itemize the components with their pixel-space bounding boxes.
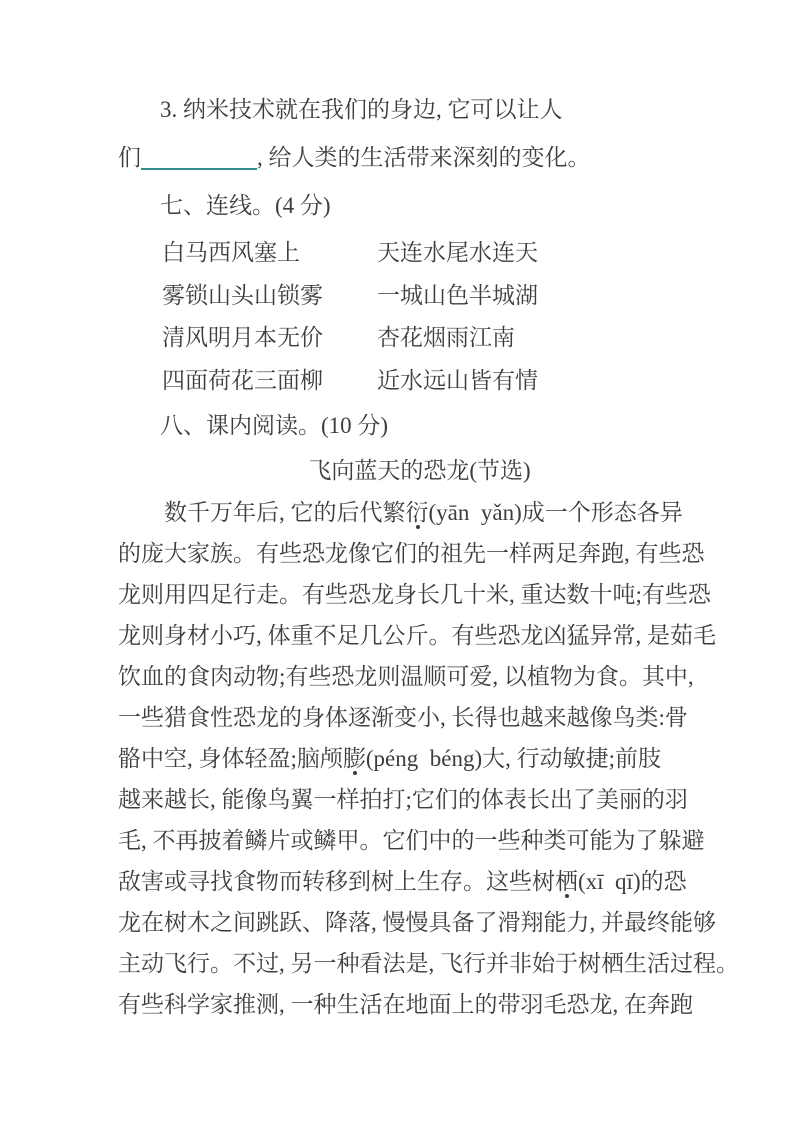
emphasized-char: 膨 [342,746,366,771]
passage-line [118,656,721,697]
section-8-heading: 八、课内阅读。(10 分) [160,413,389,438]
matching-right-phrase: 杏花烟雨江南 [377,325,515,350]
passage-line [118,984,721,1025]
passage-line [118,820,721,861]
passage-line [118,861,721,902]
matching-row [118,232,721,275]
passage-text: 有些科学家推测, 一种生活在地面上的带羽毛恐龙, 在奔跑 [118,992,693,1017]
passage-text: 龙在树木之间跳跃、降落, 慢慢具备了滑翔能力, 并最终能够 [118,910,716,935]
passage-text: 敌害或寻找食物而转移到树上生存。这些树 [118,869,555,894]
matching-row [118,275,721,318]
emphasized-char: 栖 [555,869,578,894]
passage-line [118,615,721,656]
passage-line [118,738,721,779]
passage-text: (yān yǎn)成一个形态各异 [428,500,683,525]
passage-text: 主动飞行。不过, 另一种看法是, 飞行并非始于树栖生活过程。 [118,951,739,976]
question-3 [118,86,721,182]
passage-text: 的庞大家族。有些恐龙像它们的祖先一样两足奔跑, 有些恐 [118,541,705,566]
matching-row [118,317,721,360]
section-7-matching [118,182,721,402]
passage-text: 毛, 不再披着鳞片或鳞甲。它们中的一些种类可能为了躲避 [118,828,705,853]
passage-line [118,533,721,574]
fill-in-blank-underline [141,148,257,170]
passage-text: 龙则身材小巧, 体重不足几公斤。有些恐龙凶猛异常, 是茹毛 [118,623,716,648]
section-8-reading [118,402,739,1025]
passage-line [118,697,721,738]
passage-text: (xī qī)的恐 [578,869,687,894]
passage-text: 龙则用四足行走。有些恐龙身长几十米, 重达数十吨;有些恐 [118,582,711,607]
matching-right-phrase: 近水远山皆有情 [377,367,538,393]
passage-line [118,902,721,943]
question-3-line-2 [118,134,721,182]
passage-line [118,943,739,984]
passage-line [118,574,721,615]
passage-title: 飞向蓝天的恐龙(节选) [308,458,531,483]
matching-right-phrase: 天连水尾水连天 [377,240,538,265]
passage-line [118,492,721,533]
passage-text: (péng béng)大, 行动敏捷;前肢 [365,746,662,771]
question-3-line-2-prefix: 们 [118,145,141,170]
matching-exercise [118,232,721,402]
emphasized-char: 衍 [405,500,429,525]
question-3-line-2-suffix: , 给人类的生活带来深刻的变化。 [257,145,591,170]
passage-text: 骼中空, 身体轻盈;脑颅 [118,746,343,771]
matching-row [118,360,721,403]
matching-left-phrase: 四面荷花三面柳 [162,367,323,393]
passage-text: 一些猎食性恐龙的身体逐渐变小, 长得也越来越像鸟类:骨 [118,705,688,730]
passage-text: 饮血的食肉动物;有些恐龙则温顺可爱, 以植物为食。其中, [118,664,694,689]
question-3-line-1: 3. 纳米技术就在我们的身边, 它可以让人 [160,97,563,122]
reading-passage [118,492,739,1025]
matching-right-phrase: 一城山色半城湖 [377,282,538,308]
passage-line [118,779,721,820]
matching-left-phrase: 清风明月本无价 [162,325,323,350]
passage-text: 数千万年后, 它的后代繁 [164,500,406,525]
matching-left-phrase: 雾锁山头山锁雾 [162,282,323,308]
passage-text: 越来越长, 能像鸟翼一样拍打;它们的体表长出了美丽的羽 [118,787,688,812]
matching-left-phrase: 白马西风塞上 [162,240,300,265]
section-7-heading: 七、连线。(4 分) [160,193,331,218]
